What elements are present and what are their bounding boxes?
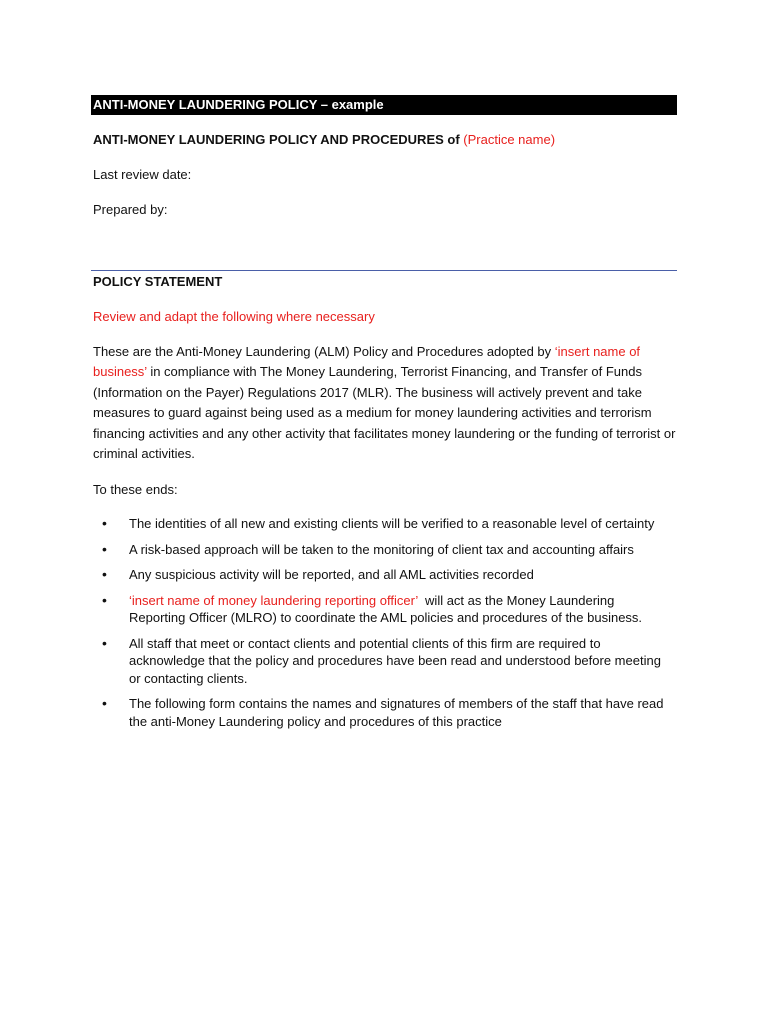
prepared-by-label: Prepared by: xyxy=(93,202,168,217)
bullet-text: All staff that meet or contact clients and potential clients of this firm are required to acknowledge that the policy and procedures have been read and understood before meeting or contacting clients. xyxy=(129,635,661,686)
instruction-text: Review and adapt the following where necessary xyxy=(93,309,375,324)
list-item xyxy=(100,592,670,627)
bullet-icon: • xyxy=(102,695,107,711)
bullet-icon: • xyxy=(102,566,107,582)
bullet-text: The following form contains the names and signatures of members of the staff that have read the anti-Money Laundering policy and procedures of this practice xyxy=(129,696,664,729)
business-name-placeholder: ‘insert name of business’ xyxy=(93,344,641,380)
bullet-icon: • xyxy=(102,540,107,557)
last-review-date-label: Last review date: xyxy=(93,167,192,182)
bullet-text: The identities of all new and existing clients will be verified to a reasonable level of certainty xyxy=(129,516,655,531)
section-heading: POLICY STATEMENT xyxy=(93,274,223,289)
to-these-ends-label: To these ends: xyxy=(93,482,178,497)
bullet-icon: • xyxy=(102,591,107,608)
policy-paragraph xyxy=(93,342,683,464)
mlro-name-placeholder: ‘insert name of money laundering reporting officer’ xyxy=(129,592,418,608)
practice-name-placeholder: (Practice name) xyxy=(463,132,556,147)
header-bar: ANTI-MONEY LAUNDERING POLICY – example xyxy=(91,95,677,115)
list-item xyxy=(100,566,670,584)
bullet-icon: • xyxy=(102,515,107,531)
paragraph-part1: These are the Anti-Money Laundering (ALM) Policy and Procedures adopted by xyxy=(93,344,555,359)
list-item xyxy=(100,635,670,688)
bullet-text: will act as the Money Laundering Reporting Officer (MLRO) to coordinate the AML policies and procedures of the business. xyxy=(129,592,643,625)
document-title xyxy=(93,131,555,149)
bullet-text: A risk-based approach will be taken to the monitoring of client tax and accounting affairs xyxy=(129,541,634,557)
bullet-text: Any suspicious activity will be reported, and all AML activities recorded xyxy=(129,567,534,582)
list-item xyxy=(100,541,670,559)
list-item xyxy=(100,695,670,730)
paragraph-part2: in compliance with The Money Laundering, Terrorist Financing, and Transfer of Funds (Information on the Payer) Regulations 2017 (MLR). The business will actively prevent and take measures to guard against being used as a medium for money laundering activities and terrorism financing activities and any other activity that facilitates money laundering or the funding of terrorist or criminal activities. xyxy=(93,364,676,462)
list-item xyxy=(100,515,670,533)
policy-bullet-list xyxy=(100,515,670,730)
title-prefix: ANTI-MONEY LAUNDERING POLICY AND PROCEDURES of xyxy=(93,132,464,147)
section-divider xyxy=(91,270,677,271)
bullet-icon: • xyxy=(102,634,107,651)
